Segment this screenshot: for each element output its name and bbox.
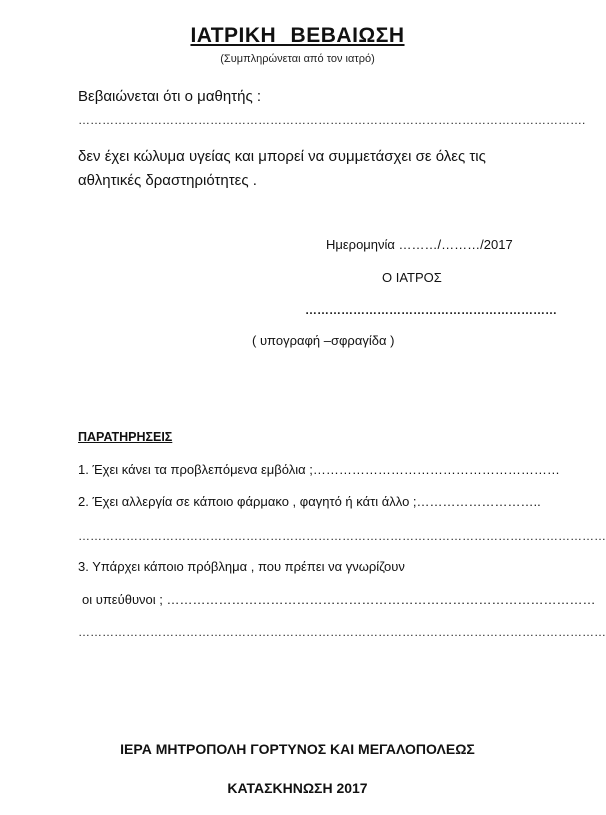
date-field[interactable]: Ημερομηνία ………/………/2017 — [326, 237, 513, 252]
remark-problem-continued[interactable]: οι υπεύθυνοι ; ……………………………………………………………………………………… — [82, 592, 596, 607]
organization-name: ΙΕΡΑ ΜΗΤΡΟΠΟΛΗ ΓΟΡΤΥΝΟΣ ΚΑΙ ΜΕΓΑΛΟΠΟΛΕΩΣ — [120, 741, 475, 757]
certificate-intro: Βεβαιώνεται ότι ο μαθητής : — [78, 88, 262, 105]
document-title: ΙΑΤΡΙΚΗ ΒΕΒΑΙΩΣΗ — [190, 24, 405, 47]
camp-name: ΚΑΤΑΣΚΗΝΩΣΗ 2017 — [227, 780, 368, 796]
remark-allergies-line[interactable]: …………………………………………………………………………………………………………………… — [78, 529, 606, 543]
statement-line-2: αθλητικές δραστηριότητες . — [78, 172, 257, 189]
doctor-label: Ο ΙΑΤΡΟΣ — [382, 270, 442, 285]
signature-caption: ( υπογραφή –σφραγίδα ) — [252, 333, 395, 348]
student-name-line[interactable]: ………………………………………………………………………………………………………………. — [78, 113, 586, 127]
statement-line-1: δεν έχει κώλυμα υγείας και μπορεί να συμμετάσχει σε όλες τις — [78, 148, 486, 165]
remark-vaccines[interactable]: 1. Έχει κάνει τα προβλεπόμενα εμβόλια ;………………………………………………… — [78, 462, 560, 477]
signature-line[interactable]: ……………………………………………………… — [305, 303, 557, 317]
remark-allergies[interactable]: 2. Έχει αλλεργία σε κάποιο φάρμακο , φαγητό ή κάτι άλλο ;……………………….. — [78, 494, 541, 509]
remark-problem-line[interactable]: …………………………………………………………………………………………………………………… — [78, 625, 606, 639]
document-subtitle: (Συμπληρώνεται από τον ιατρό) — [220, 53, 375, 65]
remark-problem: 3. Υπάρχει κάποιο πρόβλημα , που πρέπει να γνωρίζουν — [78, 559, 405, 574]
remarks-heading: ΠΑΡΑΤΗΡΗΣΕΙΣ — [78, 430, 173, 444]
